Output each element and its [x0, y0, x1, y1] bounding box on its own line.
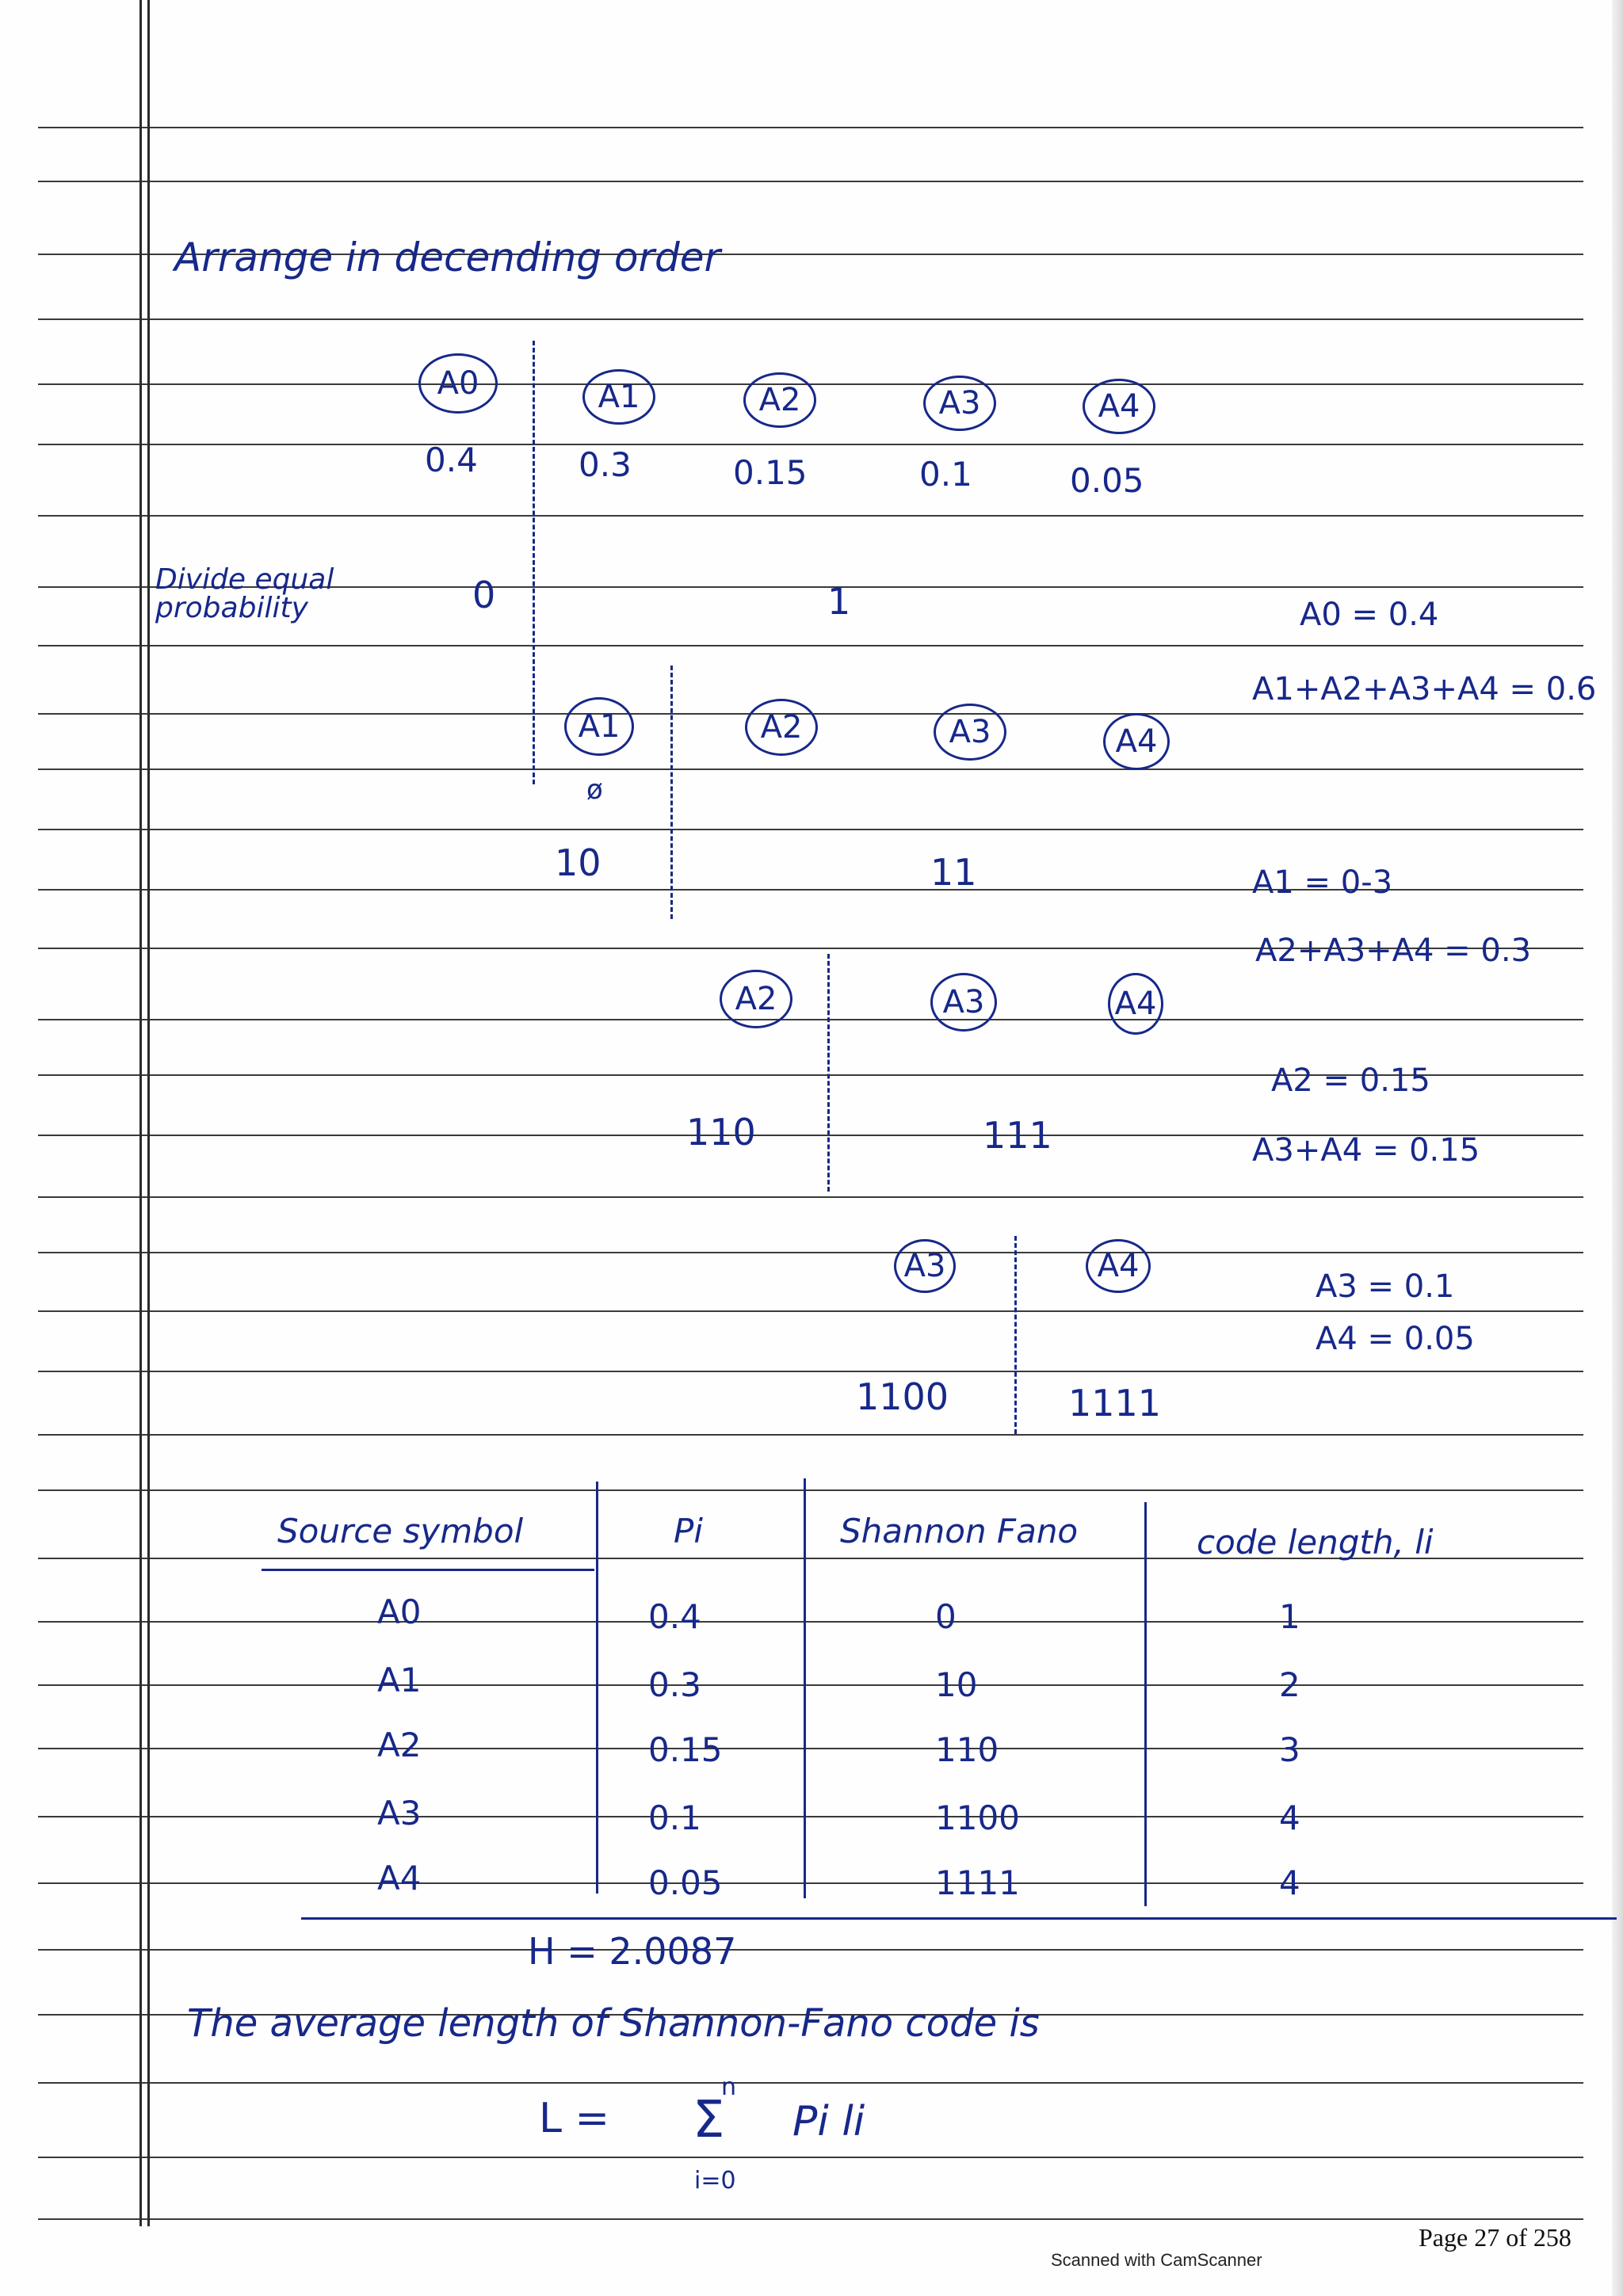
table-divider — [1144, 1502, 1147, 1906]
symbol-circle: A1 — [564, 697, 634, 756]
ruled-line — [38, 1371, 1583, 1372]
table-cell: 2 — [1279, 1665, 1300, 1704]
table-cell: A1 — [377, 1661, 422, 1699]
sum-upper-limit: n — [721, 2073, 737, 2101]
page-edge — [1612, 0, 1623, 2296]
ruled-line — [38, 1019, 1583, 1020]
page-number: Page 27 of 258 — [1419, 2223, 1571, 2252]
table-cell: 0.05 — [648, 1863, 723, 1902]
probability: 0.15 — [733, 453, 808, 492]
divide-label: Divide equal probability — [155, 563, 334, 624]
table-cell: A0 — [377, 1592, 422, 1631]
ruled-line — [38, 1816, 1583, 1817]
symbol-circle: A4 — [1083, 379, 1155, 434]
probability: 0.05 — [1070, 461, 1144, 500]
symbol-circle: A0 — [418, 353, 498, 414]
table-cell: 1111 — [935, 1863, 1020, 1902]
table-divider — [804, 1478, 806, 1898]
symbol-circle: A4 — [1108, 973, 1163, 1035]
note: A2+A3+A4 = 0.3 — [1255, 933, 1532, 969]
note: A1 = 0-3 — [1252, 864, 1393, 901]
ruled-line — [38, 645, 1583, 646]
ruled-line — [38, 1882, 1583, 1884]
ruled-line — [38, 515, 1583, 517]
header-underline — [262, 1569, 594, 1571]
ruled-line — [38, 1684, 1583, 1686]
divider-dashed — [1014, 1236, 1017, 1434]
table-cell: A2 — [377, 1726, 422, 1764]
ruled-line — [38, 1310, 1583, 1312]
symbol-circle: A1 — [582, 369, 655, 425]
table-cell: 0.4 — [648, 1597, 701, 1636]
symbol-circle: A4 — [1103, 713, 1170, 770]
symbol-circle: A4 — [1086, 1239, 1151, 1293]
ruled-line — [38, 1949, 1583, 1951]
note: A1+A2+A3+A4 = 0.6 — [1252, 671, 1597, 707]
code-right: 1 — [827, 580, 851, 623]
probability: 0.4 — [425, 441, 478, 479]
ruled-line — [38, 769, 1583, 770]
table-bottom-line — [301, 1917, 1617, 1920]
symbol-circle: A3 — [923, 376, 996, 431]
table-header: Pi — [674, 1512, 703, 1550]
formula-term: Pi li — [792, 2098, 865, 2145]
code-right: 111 — [983, 1114, 1052, 1157]
code-left: 10 — [555, 841, 601, 884]
ruled-line — [38, 829, 1583, 830]
table-header: code length, li — [1197, 1523, 1434, 1562]
symbol-circle: A2 — [720, 970, 792, 1028]
ruled-line — [38, 127, 1583, 128]
ruled-line — [38, 1434, 1583, 1436]
symbol-circle: A3 — [930, 973, 997, 1032]
table-cell: 0.1 — [648, 1798, 701, 1837]
note: A3+A4 = 0.15 — [1252, 1132, 1480, 1169]
table-cell: A3 — [377, 1794, 422, 1833]
average-length-sentence: The average length of Shannon-Fano code is — [187, 2001, 1040, 2046]
symbol-circle: A2 — [745, 699, 818, 756]
entropy-value: H = 2.0087 — [528, 1930, 737, 1973]
table-cell: 3 — [1279, 1730, 1300, 1769]
table-header: Source symbol — [277, 1512, 524, 1550]
divider-dashed — [533, 341, 535, 784]
zero-mark: ø — [586, 774, 603, 806]
table-cell: 110 — [935, 1730, 999, 1769]
ruled-line — [38, 444, 1583, 445]
ruled-line — [38, 1196, 1583, 1198]
table-cell: 0 — [935, 1597, 957, 1636]
ruled-line — [38, 1748, 1583, 1749]
symbol-circle: A3 — [934, 704, 1006, 761]
table-cell: 0.3 — [648, 1665, 701, 1704]
table-cell: 4 — [1279, 1863, 1300, 1902]
code-left: 110 — [686, 1111, 756, 1154]
ruled-line — [38, 2218, 1583, 2220]
ruled-line — [38, 318, 1583, 320]
table-cell: A4 — [377, 1859, 422, 1897]
divider-dashed — [670, 666, 673, 919]
table-cell: 4 — [1279, 1798, 1300, 1837]
code-left: 1100 — [856, 1375, 949, 1418]
probability: 0.3 — [579, 445, 632, 484]
sigma-symbol: Σ — [693, 2091, 725, 2149]
code-right: 11 — [930, 851, 977, 894]
note: A4 = 0.05 — [1316, 1321, 1475, 1357]
ruled-line — [38, 181, 1583, 182]
scanner-watermark: Scanned with CamScanner — [1051, 2250, 1262, 2270]
ruled-line — [38, 2082, 1583, 2084]
table-cell: 1 — [1279, 1597, 1300, 1636]
table-divider — [596, 1482, 598, 1894]
ruled-line — [38, 1621, 1583, 1623]
symbol-circle: A3 — [894, 1239, 956, 1293]
note: A3 = 0.1 — [1316, 1268, 1455, 1305]
table-header: Shannon Fano — [840, 1512, 1079, 1550]
ruled-line — [38, 1489, 1583, 1491]
formula-lhs: L = — [539, 2095, 610, 2142]
table-cell: 1100 — [935, 1798, 1020, 1837]
margin-line — [147, 0, 150, 2226]
code-left: 0 — [472, 574, 496, 616]
divider-dashed — [827, 954, 830, 1192]
note: A0 = 0.4 — [1300, 597, 1439, 633]
note: A2 = 0.15 — [1271, 1062, 1430, 1099]
margin-line — [139, 0, 142, 2226]
heading: Arrange in decending order — [174, 235, 721, 280]
table-cell: 10 — [935, 1665, 978, 1704]
ruled-line — [38, 2157, 1583, 2158]
probability: 0.1 — [919, 455, 972, 494]
code-right: 1111 — [1068, 1382, 1162, 1425]
sum-lower-limit: i=0 — [694, 2167, 736, 2195]
symbol-circle: A2 — [743, 372, 816, 428]
ruled-line — [38, 1252, 1583, 1253]
table-cell: 0.15 — [648, 1730, 723, 1769]
